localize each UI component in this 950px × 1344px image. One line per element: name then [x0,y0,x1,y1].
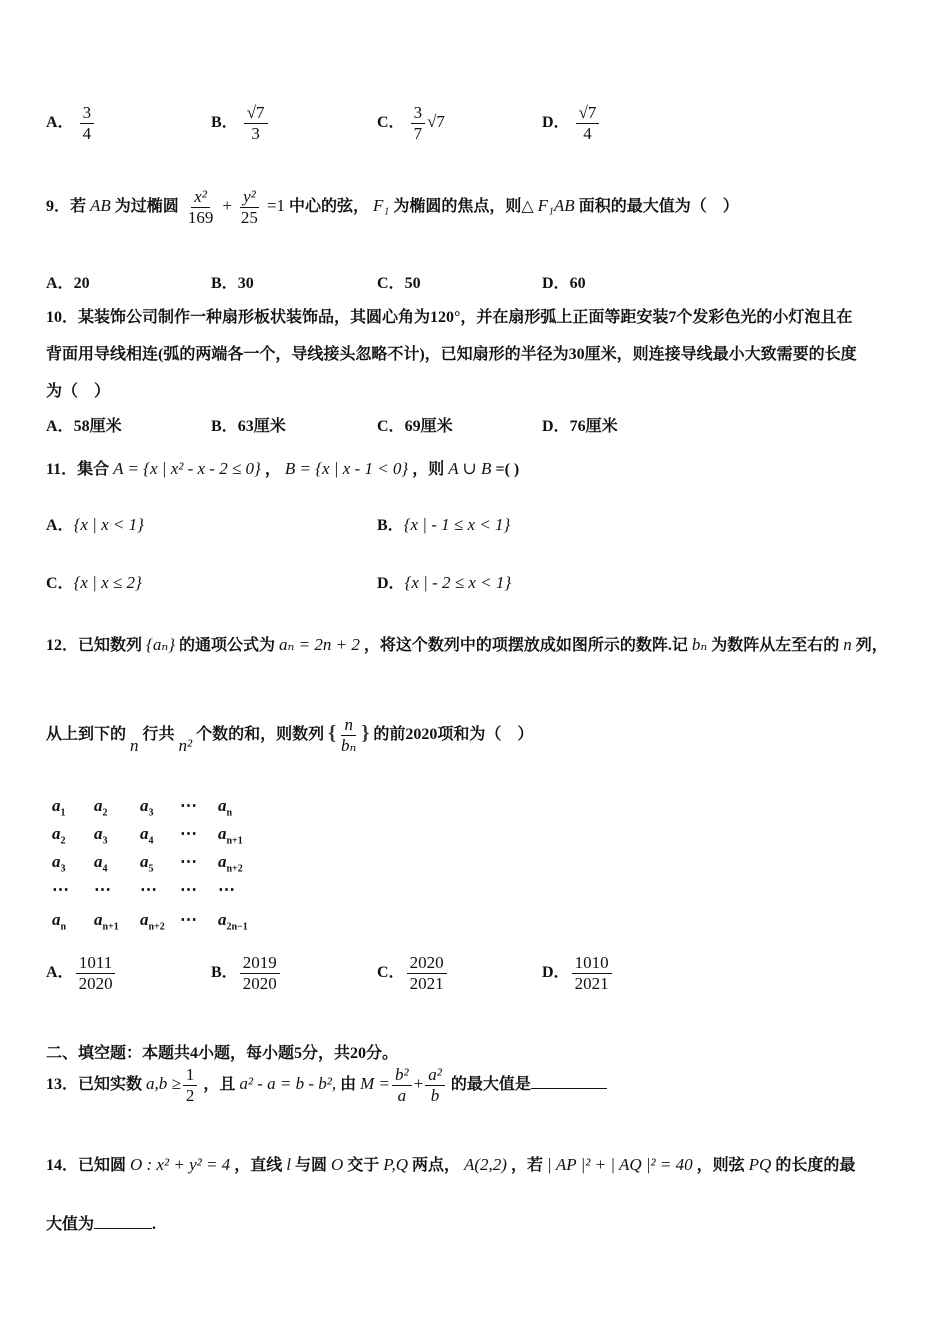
question-number: 12．已知数列 [46,637,143,654]
question-14-line-1: 14．已知圆 O : x² + y² = 4 ，直线 l 与圆 O 交于 P,Q 两点， A(2,2) ，若 | AP |² + | AQ |² = 40 ，则弦 PQ 的长度的最 [46,1155,856,1174]
matrix-cell: ⋯ [52,880,69,899]
set-a: A = {x | x² - x - 2 ≤ 0} [113,459,261,478]
matrix-cell: $a_{2n-1}$ [218,910,248,933]
matrix-cell: ⋯ [140,880,157,899]
question-9: 9．若 AB 为过椭圆 $\frac{\text{x²}}{169}$ + $\frac{\text{y²}}{25}$ =1 中心的弦， F₁ 为椭圆的焦点，则△ F₁AB 面积的最大值为（ ） [46,187,739,227]
question-10-line-3: 为（ ） [46,383,111,400]
q9-option-c: C．50 [377,275,421,292]
matrix-cell: ⋯ [94,880,111,899]
fraction-y: $\frac{\text{y²}}{25}$ [240,187,258,227]
matrix-cell: ⋯ [180,852,197,871]
question-10-line-1: 10．某装饰公司制作一种扇形板状装饰品，其圆心角为120°，并在扇形弧上正面等距安装7个发彩色光的小灯泡且在 [46,309,853,326]
matrix-cell: $a_3$ [140,796,154,819]
matrix-cell: ⋯ [180,824,197,843]
q10-option-c: C．69厘米 [377,418,453,435]
matrix-cell: ⋯ [180,910,197,929]
question-12-line-2: 从上到下的 n 行共 n² 个数的和，则数列 { $\frac{n}{\text{bₙ}}$ } 的前2020项和为（ ） [46,715,534,756]
q9-option-b: B．30 [211,275,254,292]
q12-option-b: B． $\frac{2019}{2020}$ [211,954,282,993]
q11-option-a: A．{x | x < 1} [46,515,144,534]
fraction: $\frac{√7}{3}$ [244,104,268,143]
set-b: B = {x | x - 1 < 0} [284,459,409,478]
question-11: 11．集合 A = {x | x² - x - 2 ≤ 0} ， B = {x | x - 1 < 0} ，则 A ∪ B =( ) [46,459,520,478]
general-term: aₙ = 2n + 2 [279,635,360,654]
circle-equation: O : x² + y² = 4 [130,1155,231,1174]
fraction: $\frac{√7}{4}$ [576,104,600,143]
left-brace: { [328,722,337,745]
matrix-cell: $a_2$ [94,796,108,819]
q8-option-c [377,104,445,143]
q8-option-b [211,104,270,143]
sequence-a: {aₙ} [146,635,176,654]
fraction-x: $\frac{\text{x²}}{169}$ [187,187,214,227]
right-brace: } [361,722,370,745]
q10-option-d: D．76厘米 [542,418,618,435]
matrix-cell: $a_{n+1}$ [218,824,243,847]
q12-option-d: D． $\frac{1010}{2021}$ [542,954,614,993]
sqrt-term: √7 [427,112,445,132]
q11-option-c: C．{x | x ≤ 2} [46,573,142,592]
question-14-line-2: 大值为 . [46,1216,157,1233]
distance-condition: | AP |² + | AQ |² = 40 [546,1155,693,1174]
matrix-cell: $a_{n+1}$ [94,910,119,933]
matrix-cell: ⋯ [180,880,197,899]
math-triangle: F₁AB [537,196,575,216]
q8-option-a [46,104,96,143]
q8-option-d [542,104,601,143]
matrix-cell: ⋯ [180,796,197,815]
q11-option-b: B．{x | - 1 ≤ x < 1} [377,515,511,534]
question-number: 14．已知圆 [46,1157,127,1174]
math-segment: AB [90,196,111,216]
q9-option-a: A．20 [46,275,90,292]
matrix-cell: $a_4$ [140,824,154,847]
option-label: D． [542,114,570,132]
matrix-cell: $a_2$ [52,824,66,847]
fraction: $\frac{3}{4}$ [80,104,95,143]
matrix-cell: $a_3$ [52,852,66,875]
sequence-fraction: $\frac{n}{\text{bₙ}}$ [341,715,357,755]
answer-blank[interactable] [531,1088,607,1089]
option-label: A． [46,114,74,132]
b-n: bₙ [691,635,708,654]
question-10-line-2: 背面用导线相连(弧的两端各一个，导线接头忽略不计)，已知扇形的半径为30厘米，则连接导线最小大致需要的长度 [46,346,857,363]
q9-option-d: D．60 [542,275,586,292]
matrix-cell: $a_3$ [94,824,108,847]
answer-blank[interactable] [94,1228,152,1229]
q10-option-b: B．63厘米 [211,418,286,435]
question-number: 9．若 [46,198,87,216]
question-number: 11．集合 [46,461,110,478]
fraction: $\frac{3}{7}$ [411,104,426,143]
matrix-cell: $a_4$ [94,852,108,875]
option-label: C． [377,114,405,132]
fraction-2: $\frac{\text{a²}}{b}$ [425,1066,445,1105]
half-fraction: $\frac{1}{2}$ [183,1066,198,1105]
q10-option-a: A．58厘米 [46,418,122,435]
condition: a² - a = b - b², [239,1074,337,1094]
matrix-cell: ⋯ [218,880,235,899]
question-13: 13．已知实数 a,b ≥ $\frac{1}{2}$ ，且 a² - a = b - b², 由 M = $\frac{\text{b²}}{a}$ + $\frac{\text{a²}}{b}$ 的最大值是 [46,1066,607,1105]
q12-option-c: C． $\frac{2020}{2021}$ [377,954,449,993]
matrix-cell: $a_{n+2}$ [140,910,165,933]
question-number: 13．已知实数 [46,1076,143,1094]
matrix-cell: $a_{n+2}$ [218,852,243,875]
question-12-line-1: 12．已知数列 {aₙ} 的通项公式为 aₙ = 2n + 2 ，将这个数列中的项摆放成如图所示的数阵.记 bₙ 为数阵从左至右的 n 列， [46,635,888,654]
q11-option-d: D．{x | - 2 ≤ x < 1} [377,573,512,592]
matrix-cell: $a_n$ [218,796,233,819]
fraction-1: $\frac{\text{b²}}{a}$ [392,1066,412,1105]
option-label: B． [211,114,238,132]
matrix-cell: $a_n$ [52,910,67,933]
section-2-title: 二、填空题：本题共4小题，每小题5分，共20分。 [46,1045,399,1062]
union-expr: A ∪ B [448,459,492,478]
matrix-cell: $a_5$ [140,852,154,875]
q12-option-a: A． $\frac{1011}{2020}$ [46,954,118,993]
math-focus: F₁ [373,196,390,216]
matrix-cell: $a_1$ [52,796,66,819]
